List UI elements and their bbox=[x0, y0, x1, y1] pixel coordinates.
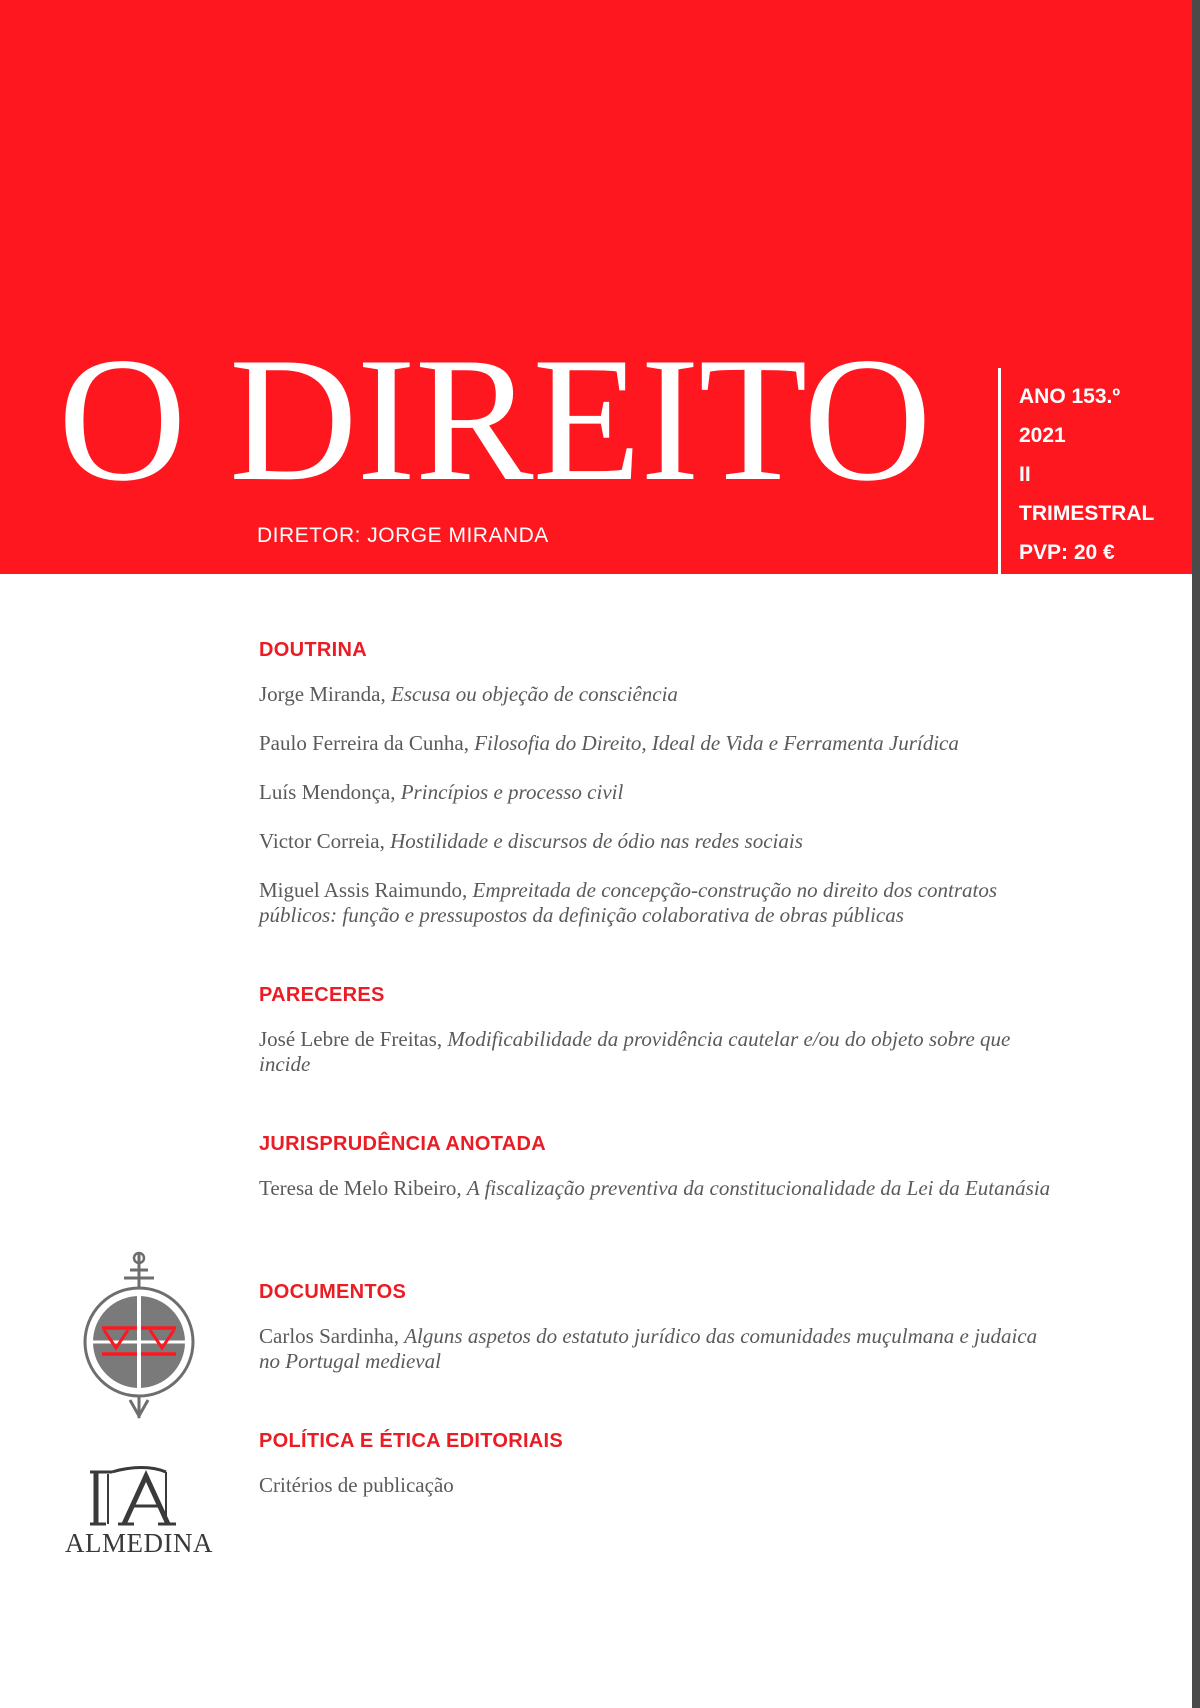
page-edge-shadow bbox=[1192, 0, 1200, 1708]
entry-author: Paulo Ferreira da Cunha, bbox=[259, 731, 469, 755]
entry-title: A fiscalização preventiva da constitucionalidade da Lei da Eutanásia bbox=[466, 1176, 1051, 1200]
entry-author: Carlos Sardinha, bbox=[259, 1324, 399, 1348]
entry-title: Empreitada de concepção-construção no direito dos contratos públicos: função e pressupostos da definição colaborativa de obras públicas bbox=[259, 878, 998, 927]
section-heading: POLÍTICA E ÉTICA EDITORIAIS bbox=[259, 1430, 564, 1452]
entry-author: Teresa de Melo Ribeiro, bbox=[259, 1176, 462, 1200]
entry-author: Jorge Miranda, bbox=[259, 682, 386, 706]
toc-entry bbox=[259, 878, 1059, 928]
issue-price: PVP: 20 € bbox=[1019, 541, 1115, 564]
table-of-contents bbox=[259, 640, 1059, 1522]
entry-title: Princípios e processo civil bbox=[400, 780, 624, 804]
entry-author: Critérios de publicação bbox=[259, 1473, 454, 1497]
toc-entry bbox=[259, 731, 1059, 756]
toc-section-politica bbox=[259, 1431, 1059, 1498]
director-line: DIRETOR: JORGE MIRANDA bbox=[257, 524, 549, 547]
title-banner bbox=[0, 0, 1192, 574]
entry-author: Victor Correia, bbox=[259, 829, 385, 853]
issue-info bbox=[1019, 377, 1154, 572]
toc-entry bbox=[259, 829, 1059, 854]
entry-title: Alguns aspetos do estatuto jurídico das comunidades muçulmana e judaica no Portugal medieval bbox=[259, 1324, 1038, 1373]
section-heading: JURISPRUDÊNCIA ANOTADA bbox=[259, 1133, 546, 1155]
toc-entry bbox=[259, 1324, 1059, 1374]
toc-entry bbox=[259, 1027, 1059, 1077]
toc-section-documentos bbox=[259, 1282, 1059, 1431]
toc-section-doutrina bbox=[259, 640, 1059, 985]
entry-title: Escusa ou objeção de consciência bbox=[391, 682, 678, 706]
journal-title: O DIREITO bbox=[58, 320, 931, 518]
issue-year: ANO 153.º bbox=[1019, 385, 1121, 408]
toc-entry bbox=[259, 1473, 1059, 1498]
entry-title: Hostilidade e discursos de ódio nas redes sociais bbox=[390, 829, 803, 853]
toc-section-jurisprudencia bbox=[259, 1134, 1059, 1282]
banner-divider bbox=[998, 368, 1001, 574]
toc-entry bbox=[259, 780, 1059, 805]
publisher-name: ALMEDINA bbox=[65, 1528, 213, 1558]
entry-title: Modificabilidade da providência cautelar e/ou do objeto sobre que incide bbox=[259, 1027, 1011, 1076]
section-heading: DOUTRINA bbox=[259, 639, 367, 661]
toc-entry bbox=[259, 682, 1059, 707]
issue-frequency: TRIMESTRAL bbox=[1019, 502, 1155, 525]
entry-author: Miguel Assis Raimundo, bbox=[259, 878, 468, 902]
issue-number: II bbox=[1019, 463, 1031, 486]
section-heading: DOCUMENTOS bbox=[259, 1281, 407, 1303]
entry-author: José Lebre de Freitas, bbox=[259, 1027, 443, 1051]
toc-entry bbox=[259, 1176, 1059, 1201]
entry-author: Luís Mendonça, bbox=[259, 780, 396, 804]
scales-of-justice-seal-icon bbox=[80, 1250, 198, 1420]
issue-date: 2021 bbox=[1019, 424, 1066, 447]
section-heading: PARECERES bbox=[259, 984, 385, 1006]
toc-section-pareceres bbox=[259, 985, 1059, 1134]
entry-title: Filosofia do Direito, Ideal de Vida e Ferramenta Jurídica bbox=[474, 731, 959, 755]
